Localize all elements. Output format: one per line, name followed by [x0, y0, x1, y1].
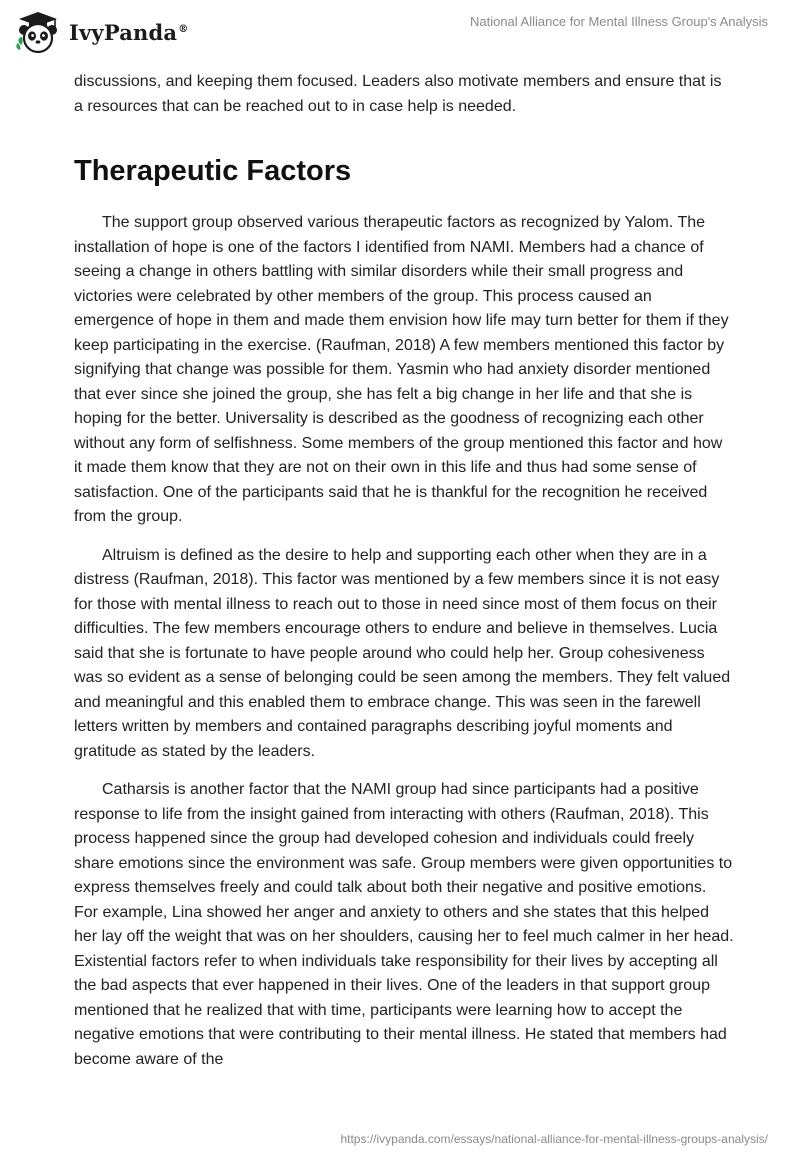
brand-name: IvyPanda®: [69, 19, 189, 45]
continued-paragraph: discussions, and keeping them focused. Leaders also motivate members and ensure that is a resources that can be reached out to in case help is needed.: [74, 73, 722, 115]
registered-mark: ®: [178, 23, 189, 35]
body-paragraph: Altruism is defined as the desire to help and supporting each other when they are in a distress (Raufman, 2018). This factor was mentioned by a few members since it is not easy for those with mental illness to reach out to those in need since most of them focus on their difficulties. The few members encourage others to endure and believe in themselves. Lucia said that she is fortunate to have people around who could help her. Group cohesiveness was so evident as a sense of belonging could be seen among the members. They felt valued and meaningful and this enabled them to embrace change. This was seen in the farewell letters written by members and contained paragraphs describing joyful moments and gratitude as stated by the leaders.: [74, 546, 731, 760]
panda-graduate-icon: [15, 9, 61, 55]
source-url[interactable]: https://ivypanda.com/essays/national-alliance-for-mental-illness-groups-analysis/: [340, 1132, 768, 1146]
body-paragraph: Catharsis is another factor that the NAMI group had since participants had a positive response to life from the insight gained from interacting with others (Raufman, 2018). This process happened since the group had developed cohesion and individuals could freely share emotions since the environment was safe. Group members were given opportunities to express themselves freely and could talk about both their negative and positive emotions. For example, Lina showed her anger and anxiety to others and she states that this helped her lay off the weight that was on her shoulders, causing her to feel much calmer in her head. Existential factors refer to when individuals take responsibility for their lives by accepting all the bad aspects that ever happened in their lives. One of the leaders in that support group mentioned that he realized that with time, participants were learning how to accept the negative emotions that were contributing to their mental illness. He stated that members had become aware of the: [74, 781, 734, 1068]
document-title: National Alliance for Mental Illness Group's Analysis: [469, 14, 768, 29]
essay-body: [74, 70, 734, 1072]
ivypanda-logo[interactable]: [15, 8, 188, 56]
body-paragraph: The support group observed various therapeutic factors as recognized by Yalom. The installation of hope is one of the factors I identified from NAMI. Members had a chance of seeing a change in others battling with similar disorders while their small progress and victories were celebrated by other members of the group. This process caused an emergence of hope in them and made them envision how life may turn better for them if they keep participating in the exercise. (Raufman, 2018) A few members mentioned this factor by signifying that change was possible for them. Yasmin who had anxiety disorder mentioned that ever since she joined the group, she has felt a big change in her life and that she is hoping for the better. Universality is described as the goodness of recognizing each other without any form of selfishness. Some members of the group mentioned this factor and how it made them know that they are not on their own in this life and thus had some sense of satisfaction. One of the participants said that he is thankful for the recognition he received from the group.: [74, 214, 729, 525]
section-heading: Therapeutic Factors: [74, 155, 352, 187]
page-header: [0, 0, 800, 64]
